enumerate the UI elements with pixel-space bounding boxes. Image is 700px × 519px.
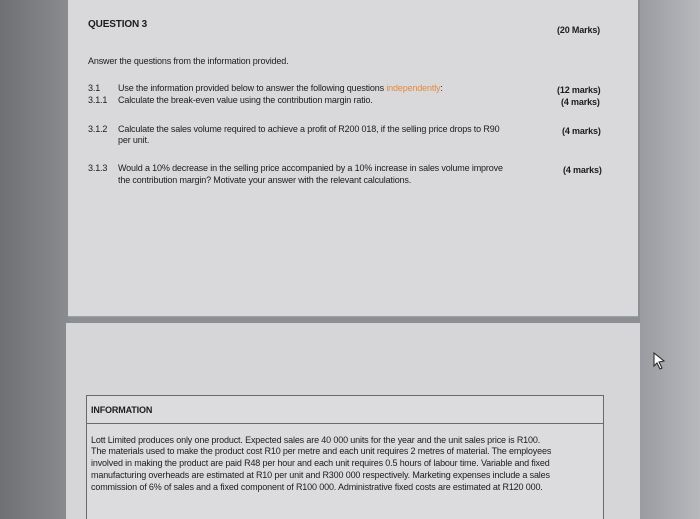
q312-line1: Calculate the sales volume required to achieve a profit of R200 018, if the selling price drops to R90 [118, 124, 500, 134]
information-line: Lott Limited produces only one product. Expected sales are 40 000 units for the year and the unit sales price is R100. [91, 435, 541, 445]
information-heading: INFORMATION [91, 405, 153, 415]
q312-number: 3.1.2 [88, 124, 108, 134]
question-title: QUESTION 3 [88, 19, 148, 30]
q313-line1: Would a 10% decrease in the selling price accompanied by a 10% increase in sales volume improve [118, 163, 503, 173]
information-line: manufacturing overheads are estimated at R10 per unit and R300 000 respectively. Marketing expenses include a sales [91, 470, 550, 480]
background-right [640, 0, 700, 519]
q311-number: 3.1.1 [88, 95, 108, 105]
information-divider [86, 423, 604, 424]
question-page [68, 0, 638, 317]
information-line: involved in making the product are paid R48 per hour and each unit requires 0.5 hours of labour time. Variable and fixed [91, 458, 550, 468]
q311-text: Calculate the break-even value using the contribution margin ratio. [118, 95, 373, 105]
q31-highlight: independently [386, 83, 441, 93]
q313-marks: (4 marks) [563, 165, 602, 175]
instruction-text: Answer the questions from the information provided. [88, 56, 289, 66]
q31-marks: (12 marks) [557, 85, 601, 95]
q313-number: 3.1.3 [88, 163, 108, 173]
information-box [86, 395, 604, 519]
information-line: commission of 6% of sales and a fixed component of R100 000. Administrative fixed costs are estimated at R120 000. [91, 482, 543, 492]
q311-marks: (4 marks) [561, 97, 600, 107]
background-left [0, 0, 70, 519]
information-line: The materials used to make the product cost R10 per metre and each unit requires 2 metres of material. The employees [91, 446, 552, 456]
mouse-cursor-icon [652, 352, 666, 370]
q31-text: Use the information provided below to answer the following questions independently: [118, 83, 443, 93]
q313-line2: the contribution margin? Motivate your answer with the relevant calculations. [118, 175, 412, 185]
q312-marks: (4 marks) [562, 126, 601, 136]
q312-line2: per unit. [118, 135, 150, 145]
question-total-marks: (20 Marks) [557, 25, 601, 35]
q31-number: 3.1 [88, 83, 101, 93]
